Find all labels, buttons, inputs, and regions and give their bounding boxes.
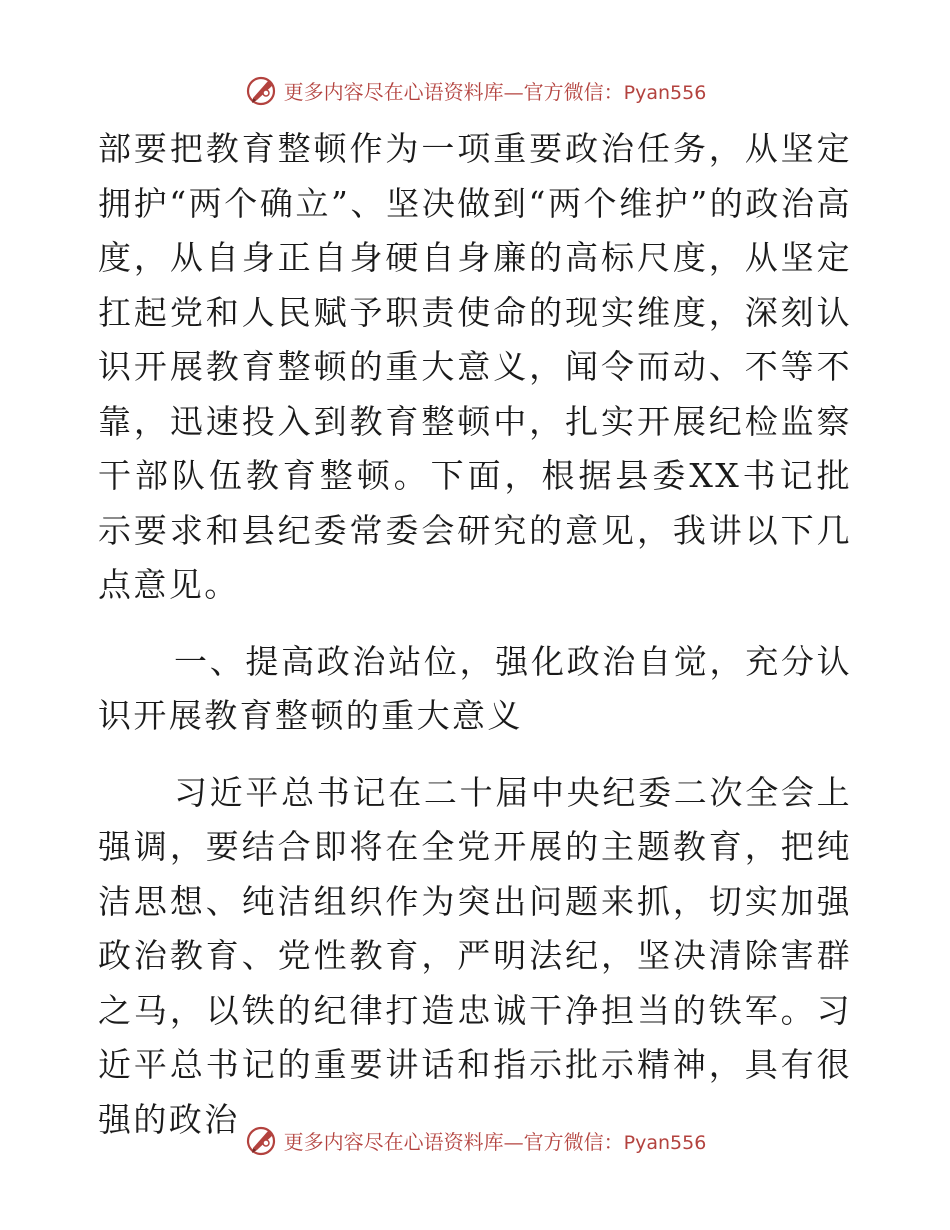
watermark-wechat-id: Pyan556: [623, 81, 707, 104]
watermark-wechat-id: Pyan556: [623, 1131, 707, 1154]
paragraph-intro: 部要把教育整顿作为一项重要政治任务，从坚定拥护“两个确立”、坚决做到“两个维护”的政治高度，从自身正自身硬自身廉的高标尺度，从坚定扛起党和人民赋予职责使命的现实维度，深刻认识开展教育整顿的重大意义，闻令而动、不等不靠，迅速投入到教育整顿中，扎实开展纪检监察干部队伍教育整顿。下面，根据县委XX书记批示要求和县纪委常委会研究的意见，我讲以下几点意见。: [98, 129, 852, 604]
watermark-label: 更多内容尽在心语资料库—官方微信：: [283, 1129, 624, 1154]
watermark-footer: [0, 1120, 950, 1160]
watermark-label: 更多内容尽在心语资料库—官方微信：: [283, 79, 624, 104]
section-heading-1: 一、提高政治站位，强化政治自觉，充分认识开展教育整顿的重大意义: [98, 641, 852, 735]
watermark-text: [284, 76, 707, 105]
watermark-text: [284, 1126, 707, 1155]
pen-logo-icon: [244, 72, 280, 108]
document-body: [98, 122, 852, 1147]
watermark-header: [0, 70, 950, 110]
paragraph-section-1: 习近平总书记在二十届中央纪委二次全会上强调，要结合即将在全党开展的主题教育，把纯洁思想、纯洁组织作为突出问题来抓，切实加强政治教育、党性教育，严明法纪，坚决清除害群之马，以铁的纪律打造忠诚干净担当的铁军。习近平总书记的重要讲话和指示批示精神，具有很强的政治: [98, 772, 852, 1139]
pen-logo-icon: [244, 1122, 280, 1158]
